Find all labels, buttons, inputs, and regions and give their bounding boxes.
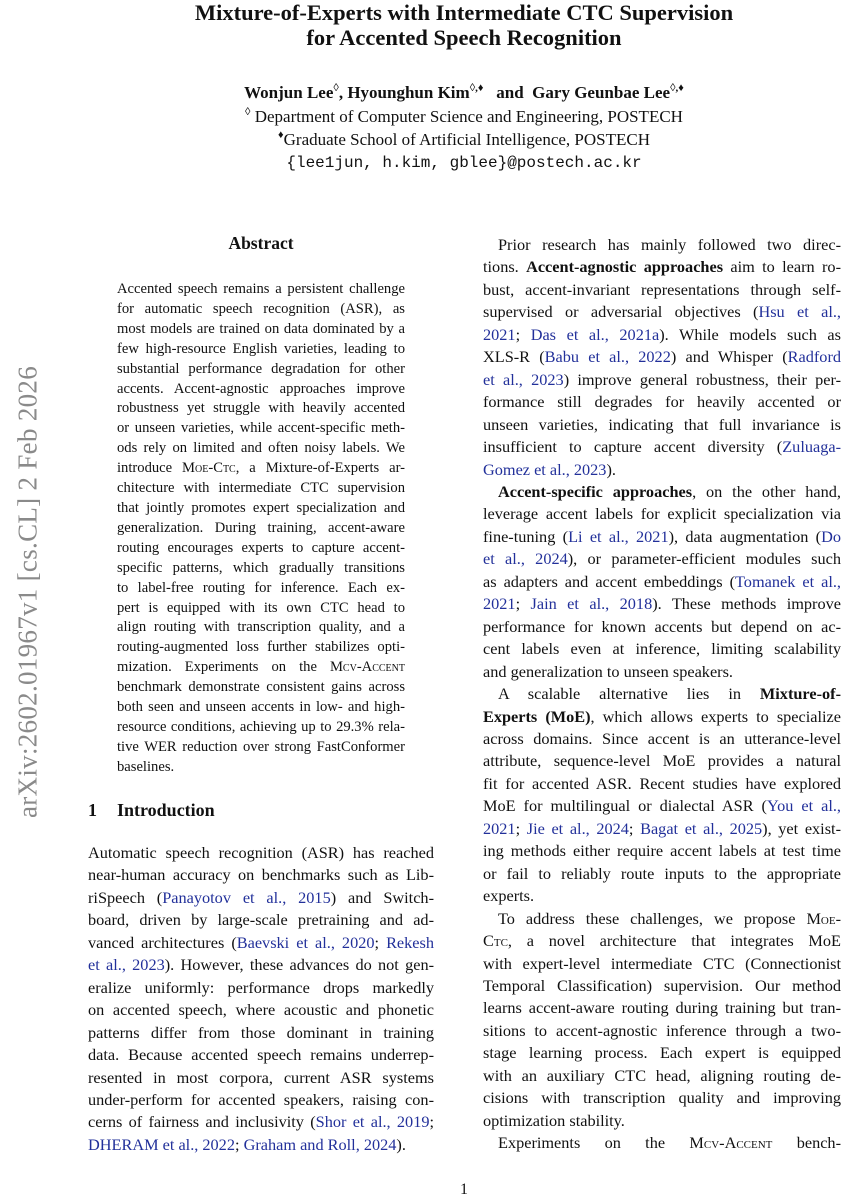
text-line [117,479,405,499]
line-text: Prior research has mainly followed two direc- [498,235,841,254]
text-line [483,526,841,548]
citation-link[interactable]: Jain et al., 2018 [530,594,653,614]
line-text: ing methods either require accent labels at test time [483,841,841,861]
section-heading-introduction [88,800,215,821]
text-line [483,324,841,346]
line-text: cisions with transcription quality and improving [483,1088,841,1108]
line-text: vanced architectures ( [88,932,237,952]
text-line [117,340,405,360]
line-text: , a Mixture-of-Experts ar- [235,460,406,477]
email: {lee1jun, h.kim, gblee}@postech.ac.kr [286,154,642,172]
line-text: for automatic speech recognition (ASR), as [117,300,405,317]
text-line [117,579,405,599]
citation-link[interactable]: Gomez et al., 2023 [483,459,607,479]
line-text: ; [628,818,641,838]
line-text: routing encourages experts to capture accent- [117,539,405,556]
text-line [117,618,405,638]
line-text: ), yet exist- [762,818,841,838]
line-text: board, driven by large-scale pretraining and ad- [88,910,434,930]
text-line [117,300,405,320]
line-text: Experiments on the [498,1133,690,1153]
citation-link[interactable]: Radford [787,347,842,367]
text-line [117,419,405,439]
citation-link[interactable]: Jie et al., 2024 [526,818,629,838]
text-line [483,548,841,570]
text-line [88,932,434,954]
text-line [88,1067,434,1089]
abstract-heading: Abstract [228,233,294,253]
line-text: across domains. Since accent is an utterance-level [483,728,841,748]
text-line [117,519,405,539]
line-text: specific patterns, which gradually transitions [117,559,405,576]
line-text: ) improve general robustness, their per- [563,369,841,389]
text-line [117,280,405,300]
paragraph [117,280,405,778]
line-text: ; [429,1112,435,1132]
line-text: tions. [483,257,527,277]
text-line [483,1065,841,1087]
line-text: ) and Whisper ( [670,347,788,367]
text-line [483,279,841,301]
text-line [483,459,841,481]
author-marks: ◊,♦ [469,82,484,94]
text-line [483,256,841,278]
line-text: bench- [772,1133,841,1153]
text-line [117,320,405,340]
line-text: leverage accent labels for explicit specialization via [483,504,841,524]
line-text: with expert-level intermediate CTC (Connectionist [483,953,841,973]
paragraph [483,234,841,481]
text-line [88,999,434,1021]
affiliation-1 [0,105,843,129]
citation-link[interactable]: Bagat et al., 2025 [640,818,763,838]
text-line [483,953,841,975]
line-text: generalization. During training, accent-aware [117,519,405,536]
line-text: Temporal Classification) supervision. Our method [483,975,841,995]
text-line [117,638,405,658]
line-text: optimization stability. [483,1110,625,1130]
line-text: pert is equipped with its own CTC head to [117,599,405,616]
citation-link[interactable]: Shor et al., 2019 [315,1112,430,1132]
line-text: substantial performance degradation for other [117,360,405,377]
text-line [483,638,841,660]
text-line [483,818,841,840]
line-text: , on the other hand, [692,481,841,501]
line-text: baselines. [117,758,175,775]
line-text: riSpeech ( [88,887,163,907]
line-text: ; [234,1134,244,1154]
citation-link[interactable]: Tomanek et al., [735,571,841,591]
line-text: near-human accuracy on benchmarks such as Lib- [88,865,434,885]
line-text: stage learning process. Each expert is equipped [483,1043,841,1063]
text-line [483,997,841,1019]
text-line [88,864,434,886]
line-text: fit for accented ASR. Recent studies have explored [483,773,841,793]
line-text: experts. [483,886,535,906]
title-line-2: for Accented Speech Recognition [306,25,622,50]
text-line [88,1022,434,1044]
small-caps-name: Mcv-Accent [689,1133,773,1153]
line-text: chitecture with intermediate CTC supervision [117,480,405,497]
citation-link[interactable]: Das et al., 2021a [530,324,660,344]
text-line [483,1110,841,1132]
text-line [88,1089,434,1111]
small-caps-name: Moe- [806,908,841,928]
line-text: or fail to reliably route inputs to the appropriate [483,863,841,883]
text-line [483,571,841,593]
line-text: , which allows experts to specialize [590,706,842,726]
citation-link[interactable]: You et al., [766,796,841,816]
line-text: that jointly promotes expert specialization and [117,499,405,516]
citation-link[interactable]: et al., 2023 [88,955,165,975]
page-number: 1 [460,1181,468,1198]
text-line [88,909,434,931]
text-line [483,503,841,525]
citation-link[interactable]: 2021 [483,324,516,344]
paragraph [88,842,434,1156]
paragraph [483,1132,841,1154]
line-text: patterns differ from those dominant in training [88,1022,434,1042]
line-text: supervised or adversarial objectives ( [483,302,759,322]
text-line [483,728,841,750]
line-text: robustness yet struggle with heavily accented [117,400,405,417]
bold-term: Experts (MoE) [483,706,591,726]
line-text: cerns of fairness and inclusivity ( [88,1112,316,1132]
line-text: mization. Experiments on the [117,659,330,676]
line-text: ; [515,324,531,344]
citation-link[interactable]: et al., 2024 [483,549,568,569]
citation-link[interactable]: Hsu et al., [758,302,842,322]
affiliation-2 [0,128,843,152]
text-line [483,795,841,817]
text-line [483,436,841,458]
line-text: Accented speech remains a persistent challenge [117,281,405,297]
paper-title [0,0,843,50]
text-line [483,1087,841,1109]
line-text: ). [396,1134,406,1154]
line-text: attribute, sequence-level MoE provides a natural [483,751,841,771]
text-line [117,758,405,778]
text-line [117,459,405,479]
text-line [88,1134,434,1156]
author-name: Hyounghun Kim [347,83,470,102]
line-text: cent labels even at inference, limiting scalability [483,639,841,659]
text-line [483,414,841,436]
small-caps-name: Moe-Ctc [182,460,236,477]
author-name: Gary Geunbae Lee [532,83,671,102]
line-text: performance for known accents but depend on ac- [483,616,841,636]
line-text: ; [515,818,527,838]
line-text: ). While models such as [659,324,841,344]
text-line [483,863,841,885]
title-line-1: Mixture-of-Experts with Intermediate CTC Supervision [194,0,734,25]
line-text: To address these challenges, we propose [498,908,807,928]
text-line [483,481,841,503]
abstract-body [117,280,405,778]
introduction-left-column [88,842,434,1156]
text-line [88,1044,434,1066]
line-text: ). These methods improve [652,594,841,614]
small-caps-name: Mcv-Accent [329,659,405,676]
text-line [117,658,405,678]
text-line [483,885,841,907]
affiliation-mark: ♦ [278,129,284,141]
line-text: ; [374,932,387,952]
text-line [88,1111,434,1133]
line-text: both seen and unseen accents in low- and high- [117,699,405,716]
affiliation-text: Department of Computer Science and Engineering, POSTECH [254,107,683,126]
line-text: accents. Accent-agnostic approaches improve [117,380,405,397]
text-line [88,842,434,864]
line-text: ), or parameter-efficient modules such [567,549,842,569]
section-title: Introduction [117,800,215,820]
line-text: routing-augmented loss further stabilizes opti- [117,639,405,656]
citation-link[interactable]: Babu et al., 2022 [544,347,671,367]
text-line [483,975,841,997]
text-line [117,439,405,459]
text-line [483,683,841,705]
line-text: formance still degrades for heavily accented or [483,392,841,412]
text-line [88,977,434,999]
line-text: ) and Switch- [330,887,434,907]
line-text: fine-tuning ( [483,526,569,546]
citation-link[interactable]: et al., 2023 [483,369,564,389]
author-separator: , [338,83,348,102]
author-list [0,81,843,105]
text-line [483,593,841,615]
line-text: or unseen varieties, while accent-specific meth- [117,420,405,437]
text-line [117,499,405,519]
paragraph [483,908,841,1133]
text-line [483,369,841,391]
arxiv-stamp: arXiv:2602.01967v1 [cs.CL] 2 Feb 2026 [12,365,43,819]
line-text: insufficient to capture accent diversity ( [483,437,783,457]
line-text: benchmark demonstrate consistent gains across [117,679,405,696]
line-text: eralize uniformly: performance drops markedly [88,977,434,997]
line-text: as adapters and accent embeddings ( [483,571,735,591]
text-line [117,718,405,738]
text-line [483,391,841,413]
line-text: MoE for multilingual or dialectal ASR ( [483,796,767,816]
citation-link[interactable]: Do [821,526,842,546]
author-marks: ◊,♦ [670,82,684,94]
text-line [483,1020,841,1042]
line-text: A scalable alternative lies in [498,684,760,704]
text-line [483,661,841,683]
author-and: and [496,83,524,102]
introduction-right-column [483,234,841,1155]
line-text: ). [606,459,616,479]
bold-term: Mixture-of- [759,684,841,704]
line-text: , a novel architecture that integrates MoE [507,931,841,951]
line-text: unseen varieties, indicating that full invariance is [483,414,841,434]
citation-link[interactable]: 2021 [483,818,516,838]
citation-link[interactable]: Li et al., 2021 [568,526,669,546]
citation-link[interactable]: Zuluaga- [782,437,841,457]
line-text: most models are trained on data dominated by a [117,320,405,337]
affiliation-text: Graduate School of Artificial Intelligence, POSTECH [283,130,650,149]
line-text: learns accent-aware routing during training but tran- [483,998,841,1018]
line-text: Automatic speech recognition (ASR) has reached [88,843,434,862]
line-text: ; [515,594,531,614]
text-line [117,360,405,380]
citation-link[interactable]: Graham and Roll, 2024 [243,1134,397,1154]
text-line [117,678,405,698]
bold-term: Accent-specific approaches [498,481,693,501]
line-text: bust, accent-invariant representations through self- [483,279,841,299]
line-text: resource conditions, achieving up to 29.3% rela- [117,718,405,735]
paragraph [483,481,841,683]
text-line [483,773,841,795]
text-line [483,1132,841,1154]
line-text: data. Because accented speech remains underrep- [88,1045,434,1065]
citation-link[interactable]: Baevski et al., 2020 [236,932,375,952]
line-text: sitions to accent-agnostic inference through a two- [483,1020,841,1040]
citation-link[interactable]: DHERAM et al., 2022 [88,1134,235,1154]
text-line [117,698,405,718]
text-line [483,908,841,930]
text-line [88,887,434,909]
text-line [117,399,405,419]
text-line [483,706,841,728]
line-text: to label-free routing for inference. Each ex- [117,579,405,596]
author-name: Wonjun Lee [244,83,334,102]
text-line [483,930,841,952]
text-line [117,599,405,619]
line-text: resented in most corpora, current ASR systems [88,1067,434,1087]
line-text: align routing with transcription quality, and a [117,619,405,636]
text-line [483,840,841,862]
text-line [483,346,841,368]
line-text: few high-resource English varieties, leading to [117,340,405,357]
text-line [483,750,841,772]
text-line [483,616,841,638]
text-line [483,301,841,323]
text-line [483,1042,841,1064]
line-text: and generalization to unseen speakers. [483,661,733,681]
text-line [117,539,405,559]
line-text: aim to learn ro- [723,257,841,277]
line-text: introduce [117,460,183,477]
text-line [88,954,434,976]
line-text: XLS-R ( [483,347,545,367]
line-text: ), data augmentation ( [668,526,822,546]
section-number: 1 [88,800,97,820]
text-line [117,738,405,758]
author-marks: ◊ [333,82,339,94]
line-text: ods rely on limited and often noisy labels. We [117,440,405,457]
paragraph [483,683,841,908]
line-text: under-perform for accented speakers, raising con- [88,1089,434,1109]
citation-link[interactable]: Rekesh [386,932,434,952]
line-text: with an auxiliary CTC head, aligning routing de- [483,1065,841,1085]
citation-link[interactable]: 2021 [483,594,516,614]
line-text: tive WER reduction over strong FastConformer [117,738,405,755]
citation-link[interactable]: Panayotov et al., 2015 [162,887,331,907]
text-line [483,234,841,256]
affiliation-mark: ◊ [245,106,251,118]
text-line [117,380,405,400]
bold-term: Accent-agnostic approaches [526,257,724,277]
line-text: on accented speech, where acoustic and phonetic [88,1000,434,1020]
line-text: ). However, these advances do not gen- [164,955,435,975]
small-caps-name: Ctc [483,931,508,951]
text-line [117,559,405,579]
